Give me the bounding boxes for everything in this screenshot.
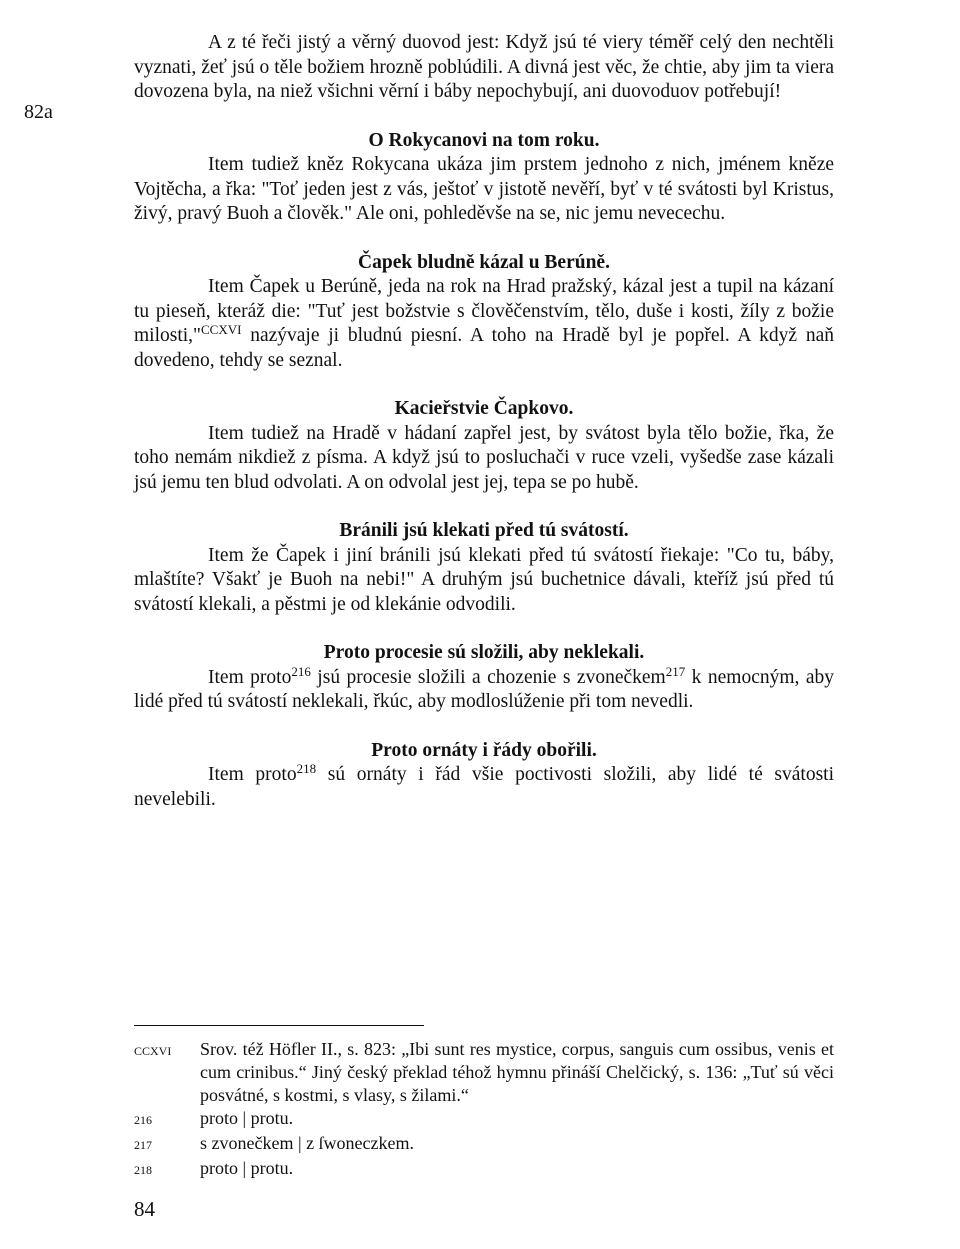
- paragraph: A z té řeči jistý a věrný duovod jest: Když jsú té viery téměř celý den nechtěli vyznati, žeť jsú o těle božiem hrozně poblúdili. A divná jest věc, že chtie, aby jim ta viera dovozena byla, na niež všichni věrní i báby nepochybují, ani duovoduov potřebují!: [134, 32, 834, 102]
- footnote-text: proto | protu.: [200, 1158, 294, 1178]
- footnote-ref: 216: [291, 663, 311, 679]
- paragraph-text: nazývaje ji bludnú piesní. A toho na Hradě byl je popřel. A když naň dovedeno, tehdy se seznal.: [134, 325, 834, 371]
- footnote-text: Srov. též Höfler II., s. 823: „Ibi sunt res mystice, corpus, sanguis cum ossibus, venis et cum crinibus.“ Jiný český překlad téhož hymnu přináší Chelčický, s. 136: „Tuť sú věci posvátné, s kostmi, s vlasy, s žilami.“: [200, 1039, 834, 1105]
- footnote-mark: 216: [134, 1113, 152, 1127]
- section-heading: Čapek bludně kázal u Berúně.: [358, 251, 610, 273]
- main-text: [134, 31, 834, 812]
- section-heading: O Rokycanovi na tom roku.: [368, 129, 600, 151]
- paragraph-text: Item proto: [208, 764, 297, 785]
- footnote-mark: 217: [134, 1138, 152, 1152]
- section-klekati: [134, 519, 834, 617]
- paragraph: Item že Čapek i jiní bránili jsú klekati před tú svátostí řiekaje: "Co tu, báby, mlaštíte? Všakť je Buoh na nebi!" A druhým jsú buchetnice dávali, kteříž jsú před tú svátostí klekali, a pěstmi je od klekánie odvodili.: [134, 544, 834, 615]
- footnote-item: [134, 1107, 834, 1132]
- paragraph-text: k nemocným, aby lidé před tú svátostí neklekali, řkúc, aby modloslúženie při tom nevedli.: [134, 666, 834, 712]
- section-heading: Kacieřstvie Čapkovo.: [394, 398, 574, 419]
- footnote-text: proto | protu.: [200, 1108, 294, 1128]
- paragraph-text: jsú procesie složili a chozenie s zvonečkem: [310, 666, 666, 688]
- footnote-mark: 218: [134, 1163, 152, 1177]
- paragraph: [134, 663, 834, 715]
- section-heading: Proto procesie sú složili, aby neklekali.: [323, 642, 645, 663]
- paragraph: Item tudiež kněz Rokycana ukáza jim prstem jednoho z nich, jménem kněze Vojtěcha, a řka: "Toť jeden jest z vás, ještoť v jistotě nevěří, byť v té svátosti byl Kristus, živý, pravý Buoh a člověk." Ale oni, pohleděvše na se, nic jemu nevecechu.: [134, 154, 834, 224]
- section-rokycana: [134, 129, 834, 227]
- footnote-item: [134, 1038, 834, 1107]
- section-ornaty: [134, 739, 834, 813]
- paragraph: [134, 275, 834, 373]
- section-capek-beroun: [134, 251, 834, 374]
- section-kacierstvie: [134, 397, 834, 495]
- section-procesie: [134, 641, 834, 715]
- footnote-ref: 218: [296, 761, 317, 776]
- paragraph-text: sú ornáty i řád všie poctivosti složili, aby lidé té svátosti nevelebili.: [134, 764, 835, 810]
- section-heading: Bránili jsú klekati před tú svátostí.: [339, 520, 629, 541]
- footnote-item: [134, 1132, 834, 1157]
- paragraph: [134, 763, 834, 812]
- footnote-divider: [134, 1025, 424, 1026]
- paragraph-text: Item Čapek u Berúně, jeda na rok na Hrad pražský, kázal jest a tupil na kázaní tu pieseň, kteráž die: "Tuť jest božstvie s člověčenstvím, tělo, duše i kosti, žíly z božie milosti,": [134, 276, 834, 346]
- footnote-ref: CCXVI: [201, 322, 242, 337]
- page-number: 84: [134, 1197, 155, 1221]
- footnote-mark: CCXVI: [134, 1044, 172, 1058]
- footnote-text: s zvonečkem | z ſwoneczkem.: [200, 1133, 415, 1153]
- margin-folio-note: 82a: [24, 101, 53, 123]
- paragraph-text: Item proto: [208, 666, 292, 688]
- footnote-ref: 217: [665, 663, 686, 679]
- section-heading: Proto ornáty i řády obořili.: [371, 739, 597, 761]
- section-intro: [134, 31, 834, 105]
- footnote-item: [134, 1157, 834, 1182]
- footnotes: [134, 1038, 834, 1182]
- paragraph: Item tudiež na Hradě v hádaní zapřel jest, by svátost byla tělo božie, řka, že toho nemám nikdiež z písma. A když jsú to posluchači v ruce vzeli, vyšedše zase kázali jsú jemu ten blud odvolati. A on odvolal jest jej, tepa se po hubě.: [134, 422, 834, 493]
